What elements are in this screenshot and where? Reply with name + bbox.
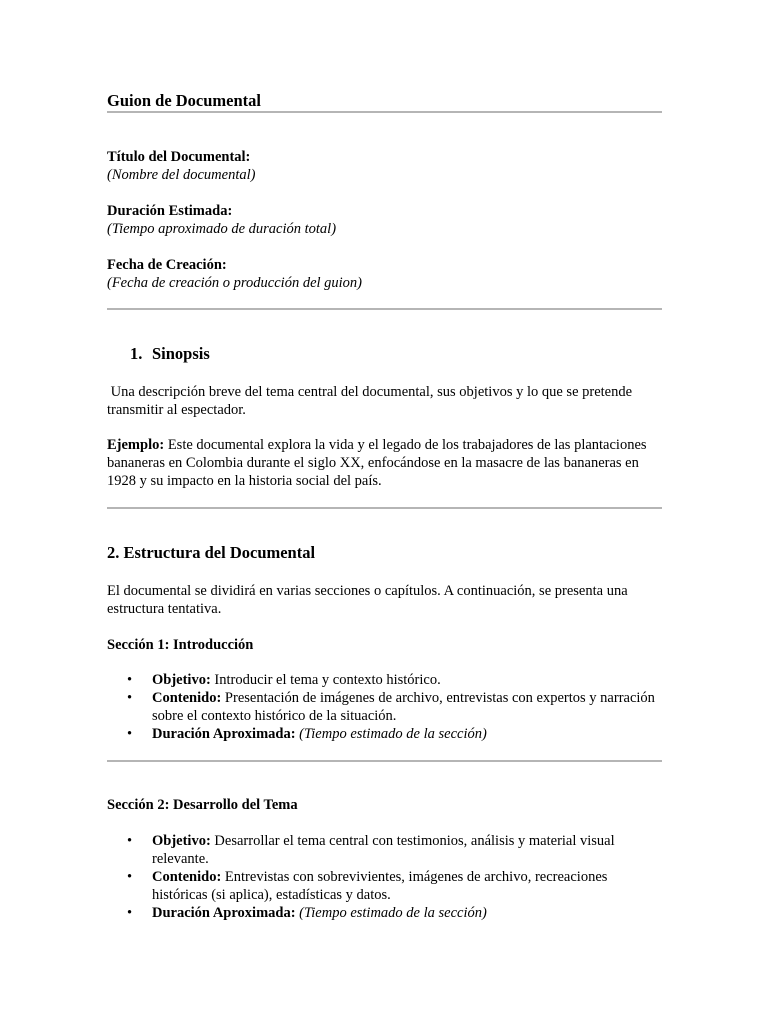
item-text: Introducir el tema y contexto histórico. — [210, 672, 441, 688]
sinopsis-heading-text: Sinopsis — [152, 344, 210, 363]
list-item — [107, 904, 662, 922]
estructura-intro: El documental se dividirá en varias secciones o capítulos. A continuación, se presenta una estructura tentativa. — [107, 583, 628, 617]
item-text: Presentación de imágenes de archivo, entrevistas con expertos y narración sobre el contexto histórico de la situación. — [152, 690, 655, 724]
sinopsis-number: 1. — [130, 344, 143, 363]
sinopsis-heading — [130, 345, 210, 363]
item-label: Objetivo: — [152, 672, 211, 688]
item-text: (Tiempo estimado de la sección) — [299, 905, 487, 921]
meta-duracion — [107, 202, 662, 238]
titulo-value: (Nombre del documental) — [107, 167, 256, 183]
fecha-label: Fecha de Creación: — [107, 257, 227, 273]
meta-fecha — [107, 256, 662, 292]
duracion-label: Duración Estimada: — [107, 203, 233, 219]
section-1-title: Sección 1: Introducción — [107, 637, 254, 653]
item-label: Contenido: — [152, 869, 222, 885]
list-item — [107, 832, 662, 868]
sinopsis-example — [107, 436, 662, 490]
list-item — [107, 671, 662, 689]
item-label: Duración Aproximada: — [152, 726, 296, 742]
list-item — [107, 689, 662, 725]
meta-divider — [107, 308, 662, 310]
item-label: Contenido: — [152, 690, 222, 706]
example-text: Este documental explora la vida y el legado de los trabajadores de las plantaciones bananeras en Colombia durante el siglo XX, enfocándose en la masacre de las bananeras en 1928 y su impacto en la historia social del país. — [107, 437, 647, 489]
example-label: Ejemplo: — [107, 437, 165, 453]
item-text: Entrevistas con sobrevivientes, imágenes de archivo, recreaciones históricas (si aplica), estadísticas y datos. — [152, 869, 608, 903]
document-title: Guion de Documental — [107, 91, 262, 110]
list-item — [107, 868, 662, 904]
section-2-title: Sección 2: Desarrollo del Tema — [107, 797, 298, 813]
item-label: Objetivo: — [152, 833, 211, 849]
list-item — [107, 725, 662, 743]
title-divider — [107, 111, 662, 113]
duracion-value: (Tiempo aproximado de duración total) — [107, 221, 337, 237]
section-2-list — [107, 832, 662, 922]
sinopsis-divider — [107, 507, 662, 509]
meta-titulo — [107, 148, 662, 184]
item-label: Duración Aproximada: — [152, 905, 296, 921]
estructura-heading: 2. Estructura del Documental — [107, 543, 316, 562]
item-text: Desarrollar el tema central con testimonios, análisis y material visual relevante. — [152, 833, 615, 867]
sinopsis-description: Una descripción breve del tema central del documental, sus objetivos y lo que se pretende transmitir al espectador. — [107, 384, 636, 418]
item-text: (Tiempo estimado de la sección) — [299, 726, 487, 742]
titulo-label: Título del Documental: — [107, 149, 251, 165]
section-1-list — [107, 671, 662, 743]
section-1-divider — [107, 760, 662, 762]
fecha-value: (Fecha de creación o producción del guion) — [107, 275, 363, 291]
